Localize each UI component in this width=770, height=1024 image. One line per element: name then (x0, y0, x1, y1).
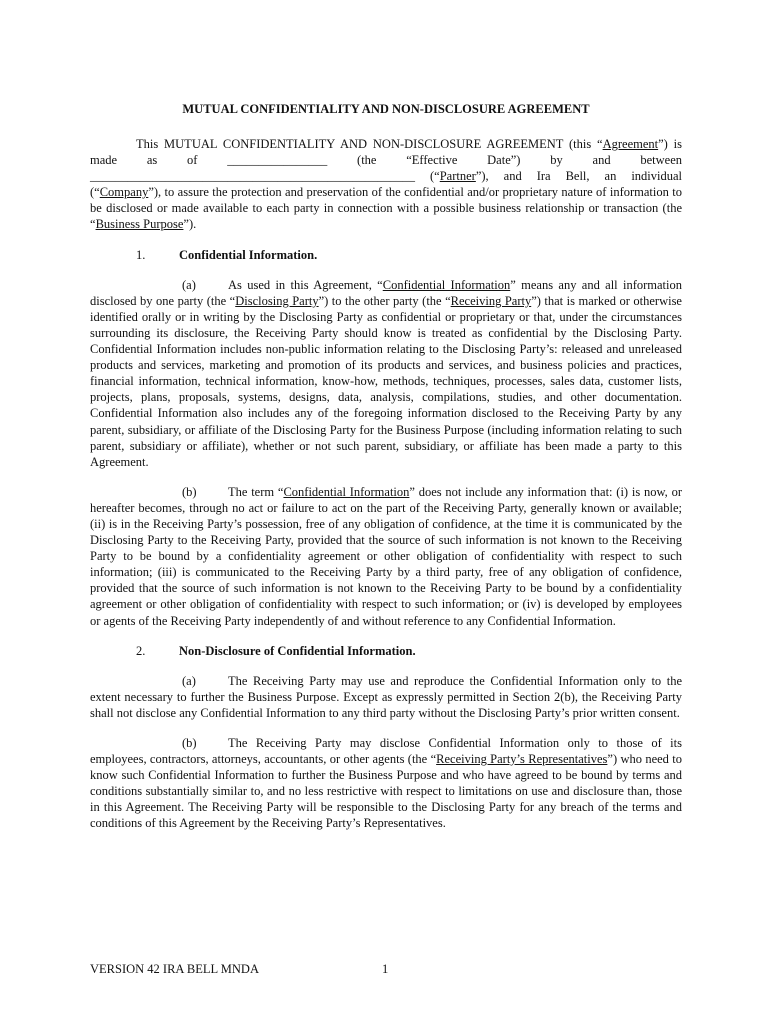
section-2a-paragraph (90, 673, 682, 721)
defined-term-partner: Partner (439, 169, 476, 184)
section-2-heading (90, 643, 682, 659)
section-1b-paragraph (90, 484, 682, 629)
section-1a-paragraph (90, 277, 682, 470)
section-number: 2. (136, 643, 146, 658)
defined-term-disclosing-party: Disclosing Party (235, 293, 319, 308)
paragraph-text: ”) who need to know such Confidential Information to further the Business Purpose and who have agreed to be bound by terms and conditions substantially similar to, and no less restrictive with respect to limitations on use and disclosure than, those in this Agreement. The Receiving Party will be responsible to the Disclosing Party for any breach of the terms and conditions of this Agreement by the Receiving Party’s Representatives. (90, 752, 683, 831)
intro-text: ”), and Ira Bell, an individual (“ (90, 169, 683, 200)
defined-term-receiving-party: Receiving Party (450, 293, 532, 308)
section-title-period: . (314, 247, 318, 262)
paragraph-text: ” does not include any information that: (i) is now, or hereafter becomes, through no act or failure to act on the part of the Receiving Party, generally known or available; (ii) is in the Receiving Party’s possession, free of any obligation of confidence, at the time it is communicated by the Disclosing Party to the Receiving Party, provided that the source of such information is not known to the Receiving Party to be bound by a confidentiality agreement or other obligation of confidentiality with respect to such information; (iii) is communicated to the Receiving Party by a third party, free of any obligation of confidence, provided that the source of such information is not known to the Receiving Party to be bound by a confidentiality agreement or other obligation of confidentiality with respect to such information; or (iv) is developed by employees or agents of the Receiving Party independently of and without reference to any Confidential Information. (90, 484, 682, 628)
subsection-label: (a) (182, 277, 196, 292)
paragraph-text: As used in this Agreement, “ (228, 277, 383, 292)
intro-paragraph (90, 136, 682, 233)
paragraph-text: ”) that is marked or otherwise identified orally or in writing by the Disclosing Party as confidential or proprietary or that, under the circumstances surrounding its disclosure, the Receiving Party should know is treated as confidential by the Disclosing Party. Confidential Information includes non-public information relating to the Disclosing Party’s: released and unreleased products and services, marketing and promotion of its products and services, and business policies and practices, financial information, technical information, know-how, methods, techniques, processes, sales data, customer lists, projects, plans, proposals, systems, designs, data, analysis, compilations, studies, and other documentation. Confidential Information also includes any of the foregoing information disclosed to the Receiving Party by any parent, subsidiary, or affiliate of the Disclosing Party for the Business Purpose (including information relating to such parent, subsidiary or affiliate), whether or not such parent, subsidiary, or affiliate has been made a party to this Agreement. (90, 293, 682, 469)
defined-term-confidential-information: Confidential Information (283, 484, 410, 499)
defined-term-company: Company (99, 185, 149, 200)
defined-term-confidential-information: Confidential Information (382, 277, 511, 292)
paragraph-text: The Receiving Party may use and reproduce the Confidential Information only to the extent necessary to further the Business Purpose. Except as expressly permitted in Section 2(b), the Receiving Party shall not disclose any Confidential Information to any third party without the Disclosing Party’s prior written consent. (90, 673, 682, 720)
intro-text: ”) is made as of ________________ (the “Effective Date”) by and between ____________________________________________________ (“ (90, 137, 682, 184)
paragraph-text: ” means any and all information disclosed by one party (the “ (90, 277, 682, 308)
document-body (90, 101, 682, 846)
paragraph-text: ”) to the other party (the “ (318, 293, 451, 308)
paragraph-text: The Receiving Party may disclose Confidential Information only to those of its employees, contractors, attorneys, accountants, or other agents (the “ (90, 736, 682, 767)
paragraph-text: The term “ (228, 484, 284, 499)
section-2b-paragraph (90, 735, 682, 832)
section-number: 1. (136, 247, 146, 262)
subsection-label: (b) (182, 736, 197, 750)
defined-term-agreement: Agreement (602, 137, 659, 151)
document-title: MUTUAL CONFIDENTIALITY AND NON-DISCLOSURE AGREEMENT (182, 102, 590, 116)
intro-text: This MUTUAL CONFIDENTIALITY AND NON-DISCLOSURE AGREEMENT (this “ (136, 137, 603, 151)
intro-text: ”). (183, 217, 197, 232)
defined-term-receiving-partys-representatives: Receiving Party’s Representatives (436, 752, 608, 767)
section-title: Confidential Information (179, 247, 315, 262)
defined-term-business-purpose: Business Purpose (95, 217, 184, 232)
section-title-period: . (412, 643, 416, 658)
section-1-heading (90, 247, 682, 263)
subsection-label: (a) (182, 673, 196, 688)
footer-version: VERSION 42 IRA BELL MNDA (90, 962, 259, 976)
section-title: Non-Disclosure of Confidential Information (179, 643, 413, 658)
page-number: 1 (382, 962, 389, 976)
intro-text: ”), to assure the protection and preservation of the confidential and/or proprietary nature of information to be disclosed or made available to each party in connection with a possible business relationship or transaction (the “ (90, 185, 682, 232)
subsection-label: (b) (182, 484, 197, 499)
